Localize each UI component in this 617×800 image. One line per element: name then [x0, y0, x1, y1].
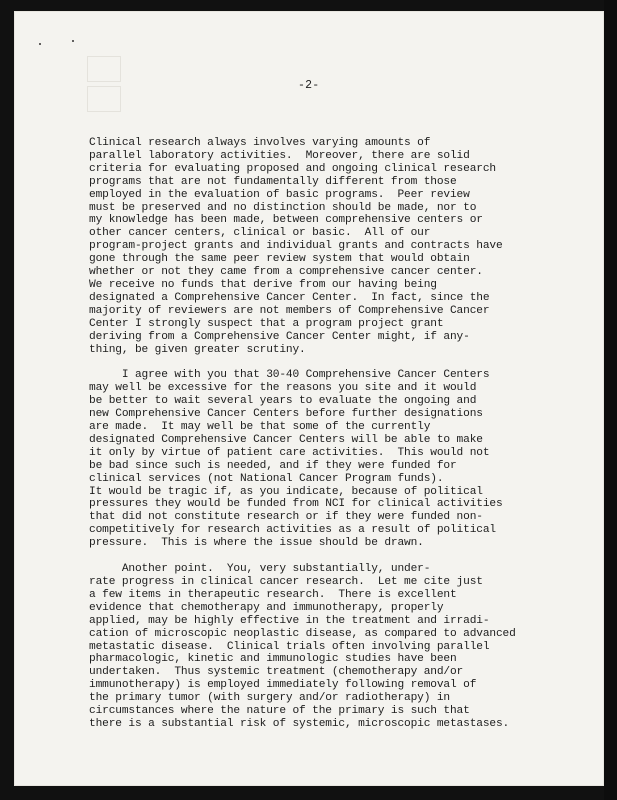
text-line: pharmacologic, kinetic and immunologic studies have been	[89, 653, 457, 666]
text-line: circumstances where the nature of the primary is such that	[89, 705, 470, 718]
text-line: immunotherapy) is employed immediately following removal of	[89, 679, 477, 692]
text-line: be bad since such is needed, and if they were funded for	[89, 459, 457, 472]
text-line: undertaken. Thus systemic treatment (chemotherapy and/or	[89, 666, 464, 679]
text-line: applied, may be highly effective in the treatment and irradi-	[89, 614, 490, 627]
text-line: competitively for research activities as a result of political	[89, 524, 496, 537]
text-line: parallel laboratory activities. Moreover, there are solid	[89, 149, 470, 162]
text-line: other cancer centers, clinical or basic. All of our	[89, 227, 431, 240]
speck-mark	[72, 40, 74, 42]
text-line: Another point. You, very substantially, under-	[89, 563, 431, 576]
faint-bleedthrough-box	[87, 56, 121, 82]
text-line: employed in the evaluation of basic programs. Peer review	[89, 188, 470, 201]
text-line: gone through the same peer review system that would obtain	[89, 253, 470, 266]
text-line: evidence that chemotherapy and immunotherapy, properly	[89, 601, 444, 614]
text-line: there is a substantial risk of systemic, microscopic metastases.	[89, 717, 510, 730]
text-line: it only by virtue of patient care activities. This would not	[89, 446, 490, 459]
page-number: -2-	[298, 79, 320, 92]
letter-body	[89, 137, 539, 744]
paragraph	[89, 369, 539, 550]
paragraph	[89, 137, 539, 356]
text-line: Clinical research always involves varying amounts of	[89, 137, 431, 149]
text-line: It would be tragic if, as you indicate, because of political	[89, 485, 483, 498]
text-line: be better to wait several years to evaluate the ongoing and	[89, 395, 477, 408]
text-line: criteria for evaluating proposed and ongoing clinical research	[89, 162, 496, 175]
text-line: my knowledge has been made, between comprehensive centers or	[89, 214, 483, 227]
text-line: must be preserved and no distinction should be made, nor to	[89, 201, 477, 214]
text-line: are made. It may well be that some of the currently	[89, 421, 431, 434]
text-line: Center I strongly suspect that a program project grant	[89, 317, 444, 330]
text-line: deriving from a Comprehensive Cancer Center might, if any-	[89, 330, 470, 343]
text-line: metastatic disease. Clinical trials often involving parallel	[89, 640, 490, 653]
text-line: designated a Comprehensive Cancer Center. In fact, since the	[89, 291, 490, 304]
text-line: the primary tumor (with surgery and/or radiotherapy) in	[89, 692, 450, 705]
text-line: pressure. This is where the issue should be drawn.	[89, 537, 424, 550]
text-line: designated Comprehensive Cancer Centers will be able to make	[89, 433, 483, 446]
scan-border	[604, 0, 617, 800]
speck-mark	[39, 43, 41, 45]
text-line: may well be excessive for the reasons you site and it would	[89, 382, 477, 395]
text-line: clinical services (not National Cancer Program funds).	[89, 472, 444, 485]
text-line: We receive no funds that derive from our having being	[89, 278, 437, 291]
text-line: thing, be given greater scrutiny.	[89, 343, 306, 356]
text-line: program-project grants and individual grants and contracts have	[89, 240, 503, 253]
text-line: whether or not they came from a comprehensive cancer center.	[89, 266, 483, 279]
text-line: cation of microscopic neoplastic disease, as compared to advanced	[89, 627, 516, 640]
text-line: programs that are not fundamentally different from those	[89, 175, 457, 188]
text-line: that did not constitute research or if they were funded non-	[89, 511, 483, 524]
faint-bleedthrough-box	[87, 86, 121, 112]
text-line: I agree with you that 30-40 Comprehensive Cancer Centers	[89, 369, 490, 382]
text-line: rate progress in clinical cancer research. Let me cite just	[89, 576, 483, 588]
text-line: new Comprehensive Cancer Centers before further designations	[89, 408, 483, 421]
text-line: a few items in therapeutic research. There is excellent	[89, 588, 457, 601]
text-line: majority of reviewers are not members of Comprehensive Cancer	[89, 304, 490, 317]
paragraph	[89, 563, 539, 731]
text-line: pressures they would be funded from NCI for clinical activities	[89, 498, 503, 511]
